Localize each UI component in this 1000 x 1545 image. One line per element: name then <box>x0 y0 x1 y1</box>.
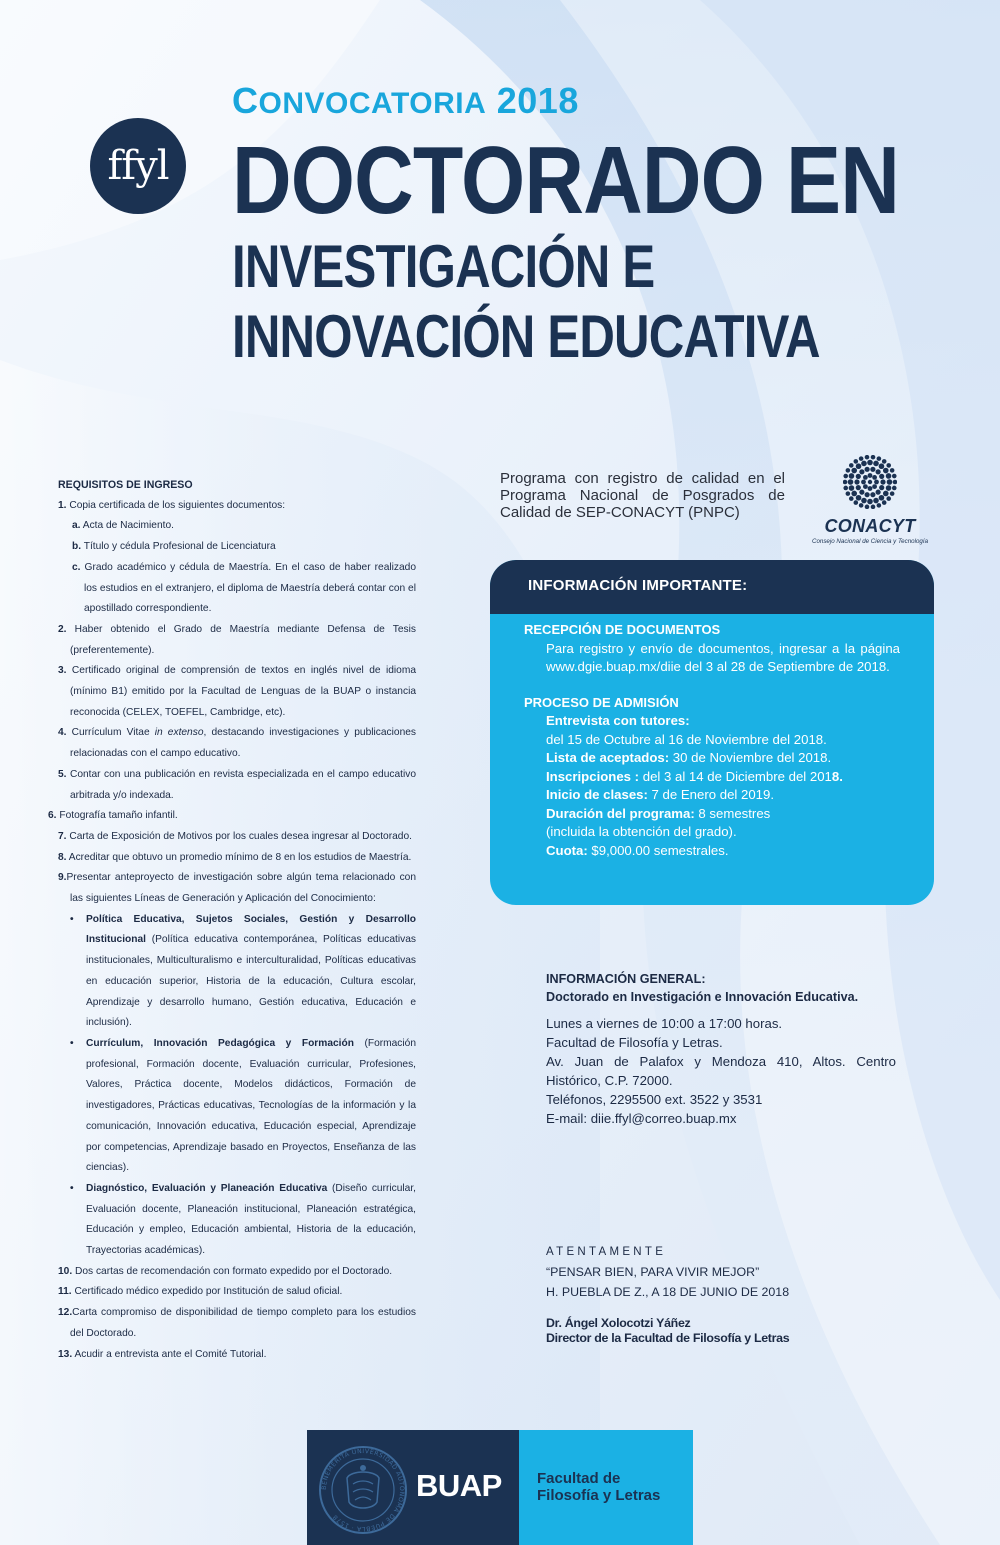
buap-seal-icon <box>317 1444 409 1536</box>
signer-position: Director de la Facultad de Filosofía y Letras <box>546 1331 790 1345</box>
conacyt-dot <box>883 491 889 497</box>
conacyt-dot <box>843 474 848 479</box>
requirements-section <box>48 475 416 1365</box>
requirement-9: 9.Presentar anteproyecto de investigación sobre algún tema relacionado con las siguientes Líneas de Generación y Aplicación del Conocimiento: <box>58 872 416 905</box>
svg-text:BENEMÉRITA UNIVERSIDAD AUTÓNOM: BENEMÉRITA UNIVERSIDAD AUTÓNOMA DE PUEBLA · 1578 <box>320 1447 406 1533</box>
requirement-11: 11. Certificado médico expedido por Institución de salud oficial. <box>58 1286 343 1298</box>
conacyt-dot <box>843 486 848 491</box>
conacyt-dot <box>846 468 851 473</box>
requirements-title: REQUISITOS DE INGRESO <box>58 479 193 491</box>
requirement-1c: c. Grado académico y cédula de Maestría. En el caso de haber realizado los estudios en el extranjero, el diploma de Maestría deberá contar con el apostillado correspondiente. <box>72 561 416 615</box>
conacyt-dot <box>865 455 870 459</box>
conacyt-dot <box>873 461 879 467</box>
phones: Teléfonos, 2295500 ext. 3522 y 3531 <box>546 1092 763 1107</box>
reception-text: Para registro y envío de documentos, ingresar a la página www.dgie.buap.mx/diie del 3 al 28 de Septiembre de 2018. <box>546 640 900 674</box>
signer-name: Dr. Ángel Xolocotzi Yáñez <box>546 1316 691 1330</box>
pnpc-note: Programa con registro de calidad en el Programa Nacional de Posgrados de Calidad de SEP-CONACYT (PNPC) <box>500 470 785 521</box>
conacyt-dot <box>872 475 877 480</box>
conacyt-dot <box>848 479 854 485</box>
requirement-4: 4. Currículum Vitae in extenso, destacando investigaciones y publicaciones relacionadas con el campo educativo. <box>58 727 416 760</box>
conacyt-dot <box>886 485 892 491</box>
convocatoria-heading <box>232 80 579 122</box>
general-info-section <box>546 970 896 1128</box>
conacyt-dot <box>861 480 866 485</box>
duration-row: Duración del programa: 8 semestres <box>546 805 771 821</box>
requirement-3: 3. Certificado original de comprensión de textos en inglés nivel de idioma (mínimo B1) emitido por la Facultad de Lenguas de la BUAP o instancia reconocida (CELEX, TOEFEL, Cambridge, etc). <box>58 665 416 718</box>
general-info-title: INFORMACIÓN GENERAL: <box>546 972 706 986</box>
title-line-2: INVESTIGACIÓN E <box>232 233 655 300</box>
conacyt-dot <box>868 473 873 478</box>
conacyt-dot <box>890 468 895 473</box>
conacyt-dot <box>890 491 895 496</box>
conacyt-dot <box>867 460 873 466</box>
conacyt-dot <box>883 468 889 474</box>
classes-start-row: Inicio de clases: 7 de Enero del 2019. <box>546 787 775 802</box>
conacyt-dot <box>854 459 859 464</box>
conacyt-dot <box>886 463 891 468</box>
conacyt-dot <box>876 490 881 495</box>
footer-faculty-line1: Facultad de <box>537 1470 621 1487</box>
requirement-1a: a. Acta de Nacimiento. <box>72 520 174 532</box>
place-date: H. PUEBLA DE Z., A 18 DE JUNIO DE 2018 <box>546 1285 790 1299</box>
conacyt-dot <box>879 485 884 490</box>
conacyt-dot <box>887 479 893 485</box>
conacyt-dot <box>868 486 873 491</box>
conacyt-dot <box>863 475 868 480</box>
conacyt-dot <box>851 468 857 474</box>
conacyt-dot <box>854 479 859 484</box>
conacyt-dot <box>859 469 864 474</box>
conacyt-dot <box>893 480 897 485</box>
conacyt-dot <box>851 491 857 497</box>
footer-buap <box>307 1430 519 1545</box>
convocatoria-year: 2018 <box>496 80 579 121</box>
requirement-8: 8. Acreditar que obtuvo un promedio mínimo de 8 en los estudios de Maestría. <box>58 851 412 863</box>
conacyt-dot <box>880 479 885 484</box>
address: Av. Juan de Palafox y Mendoza 410, Altos. Centro Histórico, C.P. 72000. <box>546 1054 896 1088</box>
conacyt-dot <box>882 500 887 505</box>
conacyt-dot <box>859 456 864 461</box>
conacyt-logo <box>800 455 940 545</box>
general-info-subtitle: Doctorado en Investigación e Innovación Educativa. <box>546 990 859 1004</box>
conacyt-dot <box>854 500 859 505</box>
conacyt-dot <box>879 474 884 479</box>
conacyt-dot <box>861 498 867 504</box>
requirement-2: 2. Haber obtenido el Grado de Maestría mediante Defensa de Tesis (preferentemente). <box>58 623 416 656</box>
conacyt-name: CONACYT <box>824 516 916 536</box>
conacyt-dot <box>870 467 875 472</box>
conacyt-dot <box>874 480 879 485</box>
conacyt-dot <box>849 473 855 479</box>
conacyt-dot <box>856 495 862 501</box>
fee-row: Cuota: $9,000.00 semestrales. <box>546 842 729 858</box>
convocatoria-initial: C <box>232 80 259 121</box>
requirement-1: 1. Copia certificada de los siguientes documentos: <box>58 499 286 511</box>
conacyt-dot <box>879 495 885 501</box>
requirement-5: 5. Contar con una publicación en revista especializada en el campo educativo arbitrada y/o indexada. <box>58 768 416 801</box>
motto: “PENSAR BIEN, PARA VIVIR MEJOR” <box>546 1265 760 1279</box>
enrollment-row: Inscripciones : del 3 al 14 de Diciembre del 2018. <box>546 768 843 784</box>
conacyt-dot <box>843 480 847 485</box>
conacyt-dot <box>886 496 891 501</box>
conacyt-dot <box>865 492 870 497</box>
requirement-12: 12.Carta compromiso de disponibilidad de tiempo completo para los estudios del Doctorado. <box>58 1307 416 1339</box>
office-hours: Lunes a viernes de 10:00 a 17:00 horas. <box>546 1016 783 1031</box>
ffyl-logo-text: ffyl <box>107 143 169 189</box>
conacyt-dot <box>879 463 885 469</box>
signature-block <box>546 1246 866 1346</box>
conacyt-dot <box>892 486 897 491</box>
conacyt-dot <box>856 474 861 479</box>
buap-wordmark: BUAP <box>416 1468 502 1503</box>
conacyt-dot <box>861 461 867 467</box>
convocatoria-word: ONVOCATORIA <box>258 87 487 120</box>
conacyt-dot <box>849 463 854 468</box>
conacyt-dot <box>872 484 877 489</box>
interview-label: Entrevista con tutores: <box>546 713 690 728</box>
conacyt-dot <box>871 505 876 509</box>
conacyt-dots-icon <box>843 455 897 509</box>
research-line-3: • Diagnóstico, Evaluación y Planeación Educativa (Diseño curricular, Evaluación docente, Planeación institucional, Planeación estratégica, Educación y empleo, Educación ambiental, Historia de la educación, Trayectorias académicas). <box>58 1179 416 1262</box>
conacyt-dot <box>882 459 887 464</box>
conacyt-dot <box>876 469 881 474</box>
research-line-1: • Política Educativa, Sujetos Sociales, Gestión y Desarrollo Institucional (Política educativa contemporánea, Políticas educativas institucionales, Multiculturalismo e interculturalidad, Políticas educativas en educación superior, Historia de la educación, Cultura escolar, Aprendizaje y desarrollo humano, Gestión educativa, Educación e inclusión). <box>58 910 416 1034</box>
conacyt-dot <box>867 499 873 505</box>
conacyt-dot <box>873 498 879 504</box>
conacyt-dot <box>865 505 870 509</box>
conacyt-dot <box>856 485 861 490</box>
conacyt-dot <box>886 473 892 479</box>
conacyt-dot <box>877 503 882 508</box>
conacyt-dot <box>871 455 876 459</box>
email[interactable]: E-mail: diie.ffyl@correo.buap.mx <box>546 1111 737 1126</box>
requirement-13: 13. Acudir a entrevista ante el Comité Tutorial. <box>58 1348 267 1360</box>
conacyt-dot <box>849 485 855 491</box>
footer-faculty <box>519 1430 693 1545</box>
important-info-title: INFORMACIÓN IMPORTANTE: <box>490 560 934 614</box>
conacyt-dot <box>868 480 872 484</box>
title-line-3: INNOVACIÓN EDUCATIVA <box>232 303 820 370</box>
conacyt-subtitle: Consejo Nacional de Ciencia y Tecnología <box>811 538 929 545</box>
interview-value: del 15 de Octubre al 16 de Noviembre del 2018. <box>546 731 827 747</box>
conacyt-dot <box>859 503 864 508</box>
conacyt-dot <box>870 492 875 497</box>
admission-title: PROCESO DE ADMISIÓN <box>524 694 679 710</box>
requirement-7: 7. Carta de Exposición de Motivos por los cuales desea ingresar al Doctorado. <box>58 830 412 842</box>
conacyt-dot <box>856 463 862 469</box>
ffyl-logo <box>90 118 186 214</box>
duration-note: (incluida la obtención del grado). <box>546 824 737 839</box>
conacyt-dot <box>865 467 870 472</box>
conacyt-dot <box>892 474 897 479</box>
accepted-row: Lista de aceptados: 30 de Noviembre del 2018. <box>546 750 832 765</box>
conacyt-dot <box>849 496 854 501</box>
conacyt-dot <box>877 456 882 461</box>
conacyt-dot <box>846 491 851 496</box>
title-line-1: DOCTORADO EN <box>232 127 900 234</box>
conacyt-dot <box>859 490 864 495</box>
footer-faculty-line2: Filosofía y Letras <box>537 1487 661 1504</box>
requirement-1b: b. Título y cédula Profesional de Licenciatura <box>72 541 276 553</box>
conacyt-dot <box>863 484 868 489</box>
important-info-box <box>490 560 934 905</box>
research-line-2: • Currículum, Innovación Pedagógica y Formación (Formación profesional, Formación docente, Evaluación curricular, Profesiones, Valores, Práctica docente, Modelos didácticos, Formación de investigadores, Prácticas educativas, Tecnologías de la información y la comunicación, Innovación educativa, Educación especial, Aprendizaje por competencias, Aprendizaje basado en Proyectos, Enseñanza de las ciencias). <box>58 1034 416 1179</box>
faculty-name: Facultad de Filosofía y Letras. <box>546 1035 723 1050</box>
closing: ATENTAMENTE <box>546 1246 667 1258</box>
reception-title: RECEPCIÓN DE DOCUMENTOS <box>524 622 721 637</box>
requirement-10: 10. Dos cartas de recomendación con formato expedido por el Doctorado. <box>58 1265 393 1277</box>
requirement-6: 6. Fotografía tamaño infantil. <box>48 810 178 822</box>
